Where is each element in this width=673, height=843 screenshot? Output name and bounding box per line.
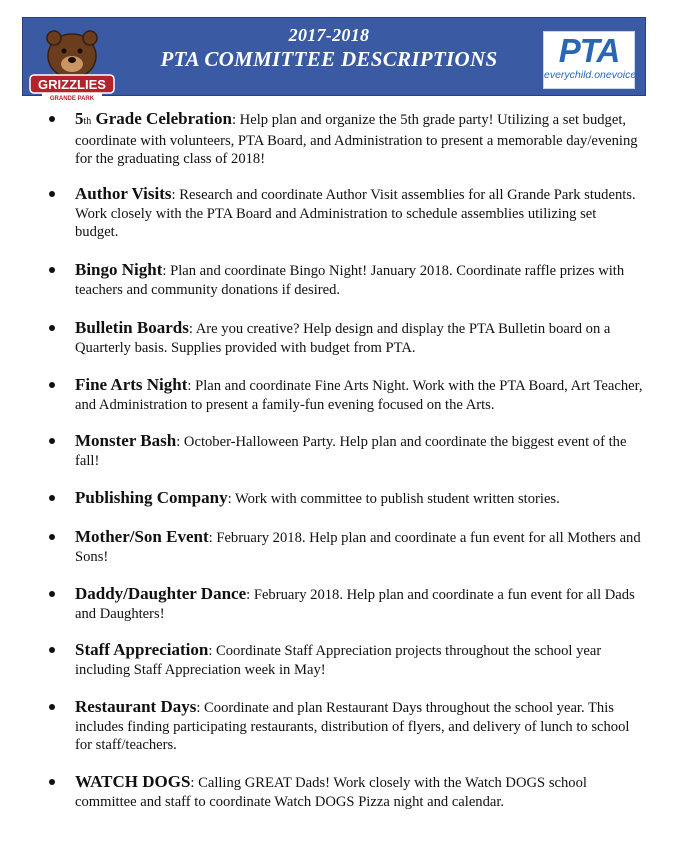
committee-title: Daddy/Daughter Dance bbox=[75, 584, 247, 603]
committee-desc: : Help plan and organize the 5th grade party! Utilizing a set budget, coordinate with volunteers, PTA Board, and Administration to present a memorable day/evening for the graduating class of 2018! bbox=[75, 112, 638, 167]
bullet-icon bbox=[49, 704, 55, 710]
grizzlies-logo-sub: GRANDE PARK bbox=[49, 96, 95, 102]
bullet-icon bbox=[49, 534, 55, 540]
bullet-icon bbox=[49, 191, 55, 197]
committee-desc: : Calling GREAT Dads! Work closely with the Watch DOGS school committee and staff to coordinate Watch DOGS Pizza night and calendar. bbox=[75, 775, 587, 810]
committee-desc: : Plan and coordinate Bingo Night! January 2018. Coordinate raffle prizes with teachers and community donations if desired. bbox=[75, 263, 625, 298]
pta-logo bbox=[543, 31, 640, 89]
committee-title: Staff Appreciation bbox=[75, 640, 209, 659]
bullet-icon bbox=[49, 495, 55, 501]
committee-text bbox=[75, 773, 643, 811]
committee-title: Bingo Night bbox=[75, 260, 163, 279]
committee-text bbox=[75, 432, 643, 470]
committee-title: Restaurant Days bbox=[75, 697, 197, 716]
committee-desc: : Research and coordinate Author Visit assemblies for all Grande Park students. Work closely with the PTA Board and Administration to schedule assemblies utilizing set budget. bbox=[75, 187, 636, 240]
committee-title: Author Visits bbox=[75, 184, 172, 203]
title-text: PTA COMMITTEE DESCRIPTIONS bbox=[160, 47, 498, 71]
committee-desc: : October-Halloween Party. Help plan and coordinate the biggest event of the fall! bbox=[75, 434, 627, 469]
committee-title: Bulletin Boards bbox=[75, 318, 189, 337]
bullet-icon bbox=[49, 591, 55, 597]
grizzlies-logo-text: GRIZZLIES bbox=[38, 77, 106, 92]
grizzlies-logo bbox=[26, 20, 118, 112]
bullet-icon bbox=[49, 438, 55, 444]
committee-text bbox=[75, 185, 643, 242]
grizzlies-logo-sub2: ELEMENTARY bbox=[55, 104, 89, 110]
pta-logo-word: PTA bbox=[558, 32, 620, 69]
page-title bbox=[123, 24, 535, 72]
committee-text bbox=[75, 585, 643, 623]
committee-text bbox=[75, 376, 643, 414]
committee-text bbox=[75, 261, 643, 299]
bullet-icon bbox=[49, 325, 55, 331]
pta-logo-tagline: everychild.onevoice. bbox=[544, 69, 640, 81]
committee-text bbox=[75, 319, 643, 357]
committee-title: WATCH DOGS bbox=[75, 772, 191, 791]
committee-desc: : Coordinate and plan Restaurant Days throughout the school year. This includes finding participating restaurants, distribution of flyers, and delivery of lunch to school for staff/teachers. bbox=[75, 700, 630, 753]
committee-text bbox=[75, 110, 643, 169]
committee-title: 5th Grade Celebration bbox=[75, 109, 232, 128]
header-banner bbox=[22, 17, 646, 110]
committee-desc: : Coordinate Staff Appreciation projects throughout the school year including Staff Appreciation week in May! bbox=[75, 643, 602, 678]
bullet-icon bbox=[49, 116, 55, 122]
bullet-icon bbox=[49, 267, 55, 273]
committee-title: Fine Arts Night bbox=[75, 375, 188, 394]
committee-desc: : Are you creative? Help design and display the PTA Bulletin board on a Quarterly basis. Supplies provided with budget from PTA. bbox=[75, 321, 611, 356]
committee-title: Monster Bash bbox=[75, 431, 177, 450]
committee-text bbox=[75, 641, 643, 679]
committee-desc: : February 2018. Help plan and coordinate a fun event for all Mothers and Sons! bbox=[75, 530, 641, 565]
committee-desc: : February 2018. Help plan and coordinate a fun event for all Dads and Daughters! bbox=[75, 587, 635, 622]
school-year: 2017-2018 bbox=[288, 25, 370, 45]
committee-desc: : Work with committee to publish student written stories. bbox=[227, 491, 560, 507]
bullet-icon bbox=[49, 779, 55, 785]
committee-text bbox=[75, 698, 643, 755]
bullet-icon bbox=[49, 647, 55, 653]
committee-text bbox=[75, 489, 643, 509]
committee-text bbox=[75, 528, 643, 566]
bullet-icon bbox=[49, 382, 55, 388]
committee-desc: : Plan and coordinate Fine Arts Night. Work with the PTA Board, Art Teacher, and Administration to present a family-fun evening focused on the Arts. bbox=[75, 378, 643, 413]
committee-title: Mother/Son Event bbox=[75, 527, 209, 546]
committee-title: Publishing Company bbox=[75, 488, 228, 507]
